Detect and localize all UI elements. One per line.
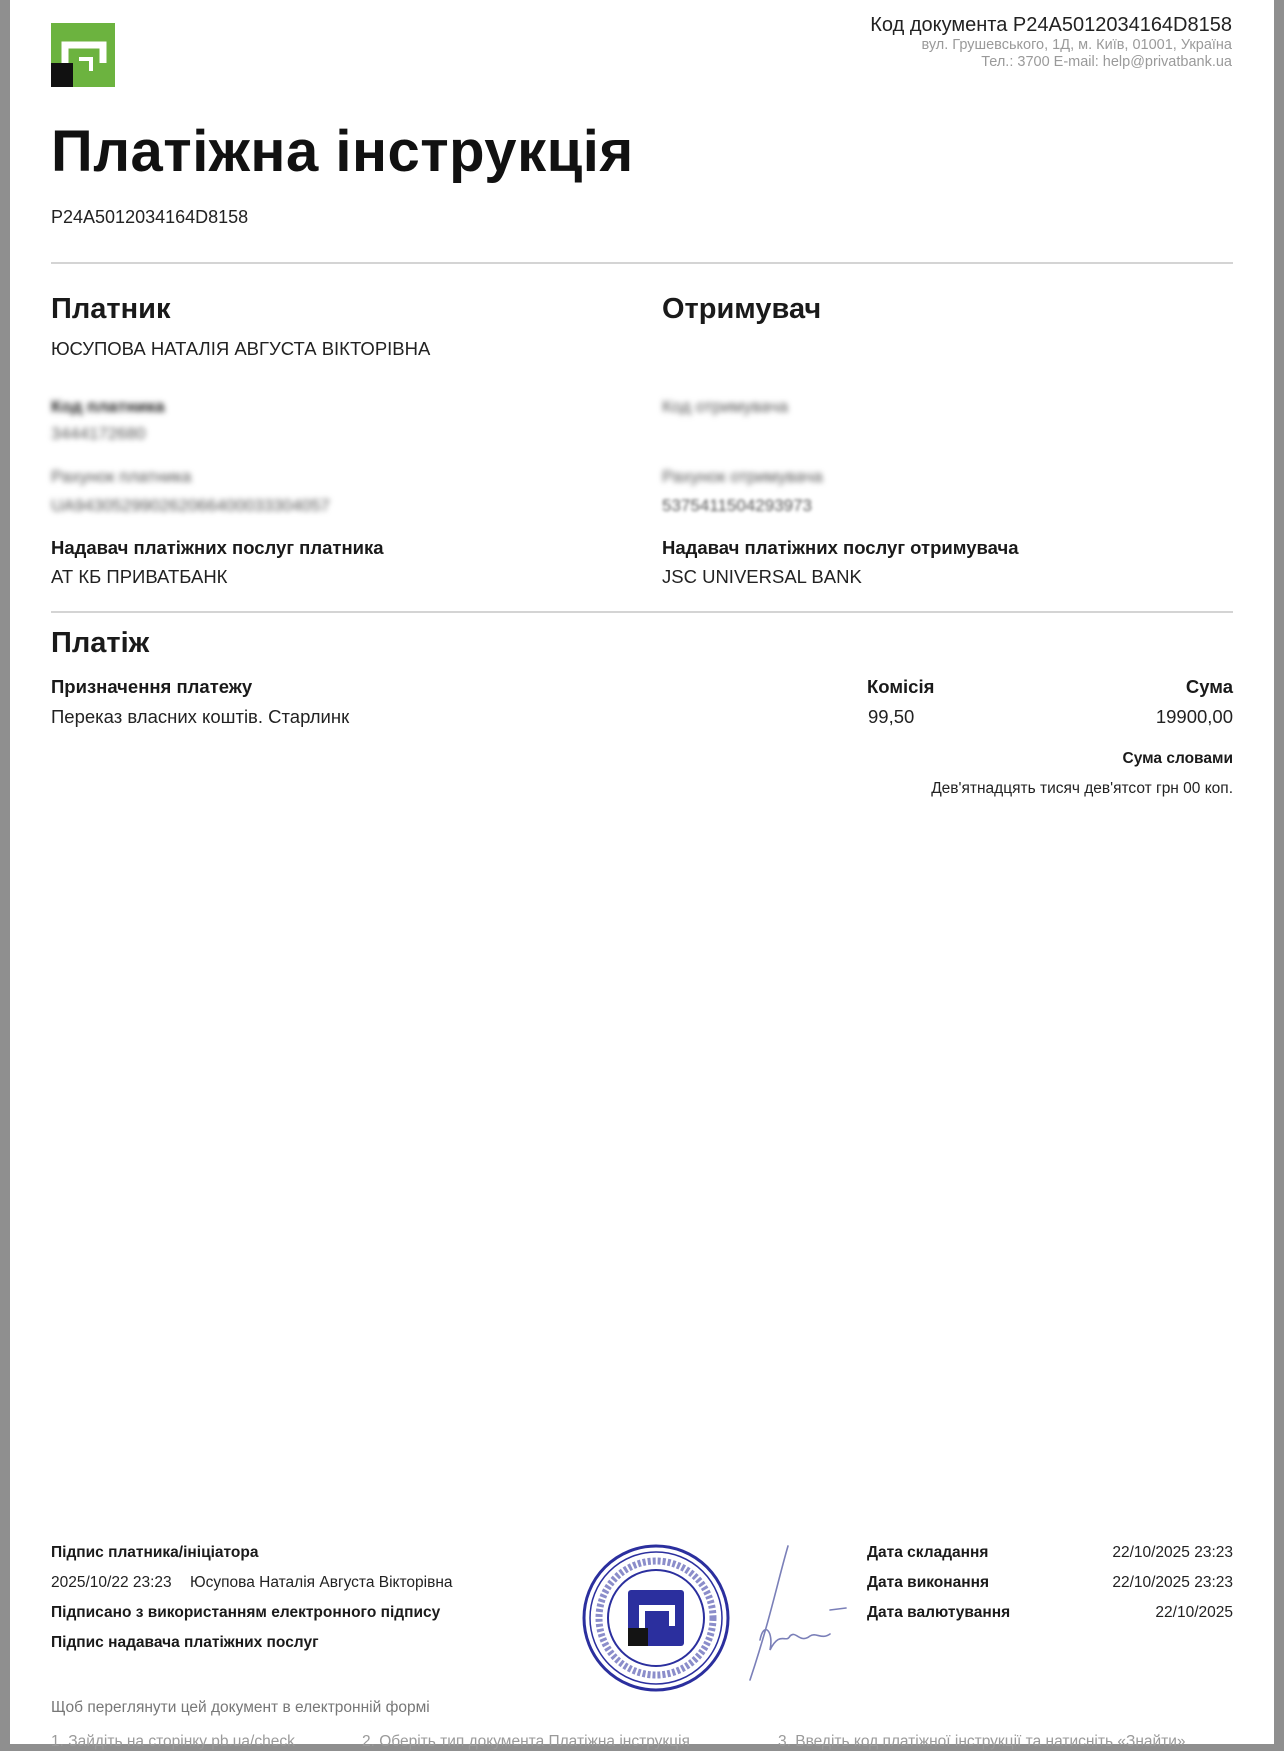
divider (51, 611, 1233, 613)
bank-contacts: Тел.: 3700 E-mail: help@privatbank.ua (981, 54, 1232, 70)
footer-note: Щоб переглянути цей документ в електронній формі (51, 1699, 430, 1716)
initiator-name: Юсупова Наталія Августа Вікторівна (190, 1574, 453, 1591)
payment-heading: Платіж (51, 627, 150, 659)
payer-code-label: Код платника (51, 397, 165, 416)
header-info (870, 14, 1232, 71)
amount-words-label: Сума словами (1122, 750, 1233, 767)
created-date-value: 22/10/2025 23:23 (1112, 1544, 1233, 1561)
payer-code-value: 3444172680 (51, 424, 146, 443)
payer-account-label: Рахунок платника (51, 467, 192, 486)
divider (51, 262, 1233, 264)
purpose-value: Переказ власних коштів. Старлинк (51, 706, 350, 727)
recipient-account-value: 5375411504293973 (662, 496, 813, 515)
executed-date-label: Дата виконання (867, 1574, 990, 1591)
bank-address: вул. Грушевського, 1Д, м. Київ, 01001, Україна (921, 37, 1232, 53)
page-title: Платіжна інструкція (51, 119, 634, 184)
bank-stamp (580, 1542, 732, 1694)
document-page (10, 0, 1274, 1750)
handwritten-signature (730, 1540, 850, 1690)
provider-sign-label: Підпис надавача платіжних послуг (51, 1634, 319, 1651)
payer-provider-label: Надавач платіжних послуг платника (51, 537, 384, 558)
value-date-value: 22/10/2025 (1155, 1604, 1233, 1621)
created-date-label: Дата складання (867, 1544, 989, 1561)
payer-heading: Платник (51, 293, 171, 325)
initiator-sign-label: Підпис платника/ініціатора (51, 1544, 259, 1561)
amount-value: 19900,00 (1155, 706, 1233, 727)
footer-step-3: 3. Введіть код платіжної інструкції та натисніть «Знайти» (778, 1733, 1186, 1750)
amount-label: Сума (1185, 676, 1233, 697)
document-id: P24A5012034164D8158 (51, 207, 249, 227)
esign-note: Підписано з використанням електронного підпису (51, 1604, 441, 1621)
recipient-provider-value: JSC UNIVERSAL BANK (662, 566, 862, 587)
recipient-heading: Отримувач (662, 293, 822, 325)
amount-words-value: Дев'ятнадцять тисяч дев'ятсот грн 00 коп. (931, 780, 1233, 797)
footer-step-1: 1. Зайдіть на сторінку pb.ua/check (51, 1733, 295, 1750)
commission-label: Комісія (867, 676, 935, 697)
privatbank-logo (51, 23, 115, 87)
recipient-account-label: Рахунок отримувача (662, 467, 823, 486)
recipient-provider-label: Надавач платіжних послуг отримувача (662, 537, 1019, 558)
commission-value: 99,50 (868, 706, 915, 727)
document-code: Код документа P24A5012034164D8158 (870, 14, 1232, 36)
executed-date-value: 22/10/2025 23:23 (1112, 1574, 1233, 1591)
payer-account-value: UA943052990262066400033304057 (51, 496, 330, 515)
recipient-code-label: Код отримувача (662, 397, 789, 416)
purpose-label: Призначення платежу (51, 676, 253, 697)
payer-provider-value: АТ КБ ПРИВАТБАНК (51, 566, 228, 587)
sign-datetime: 2025/10/22 23:23 (51, 1574, 172, 1591)
footer-step-2: 2. Оберіть тип документа Платіжна інструкція (362, 1733, 690, 1750)
value-date-label: Дата валютування (867, 1604, 1011, 1621)
payer-name: ЮСУПОВА НАТАЛІЯ АВГУСТА ВІКТОРІВНА (51, 338, 431, 359)
